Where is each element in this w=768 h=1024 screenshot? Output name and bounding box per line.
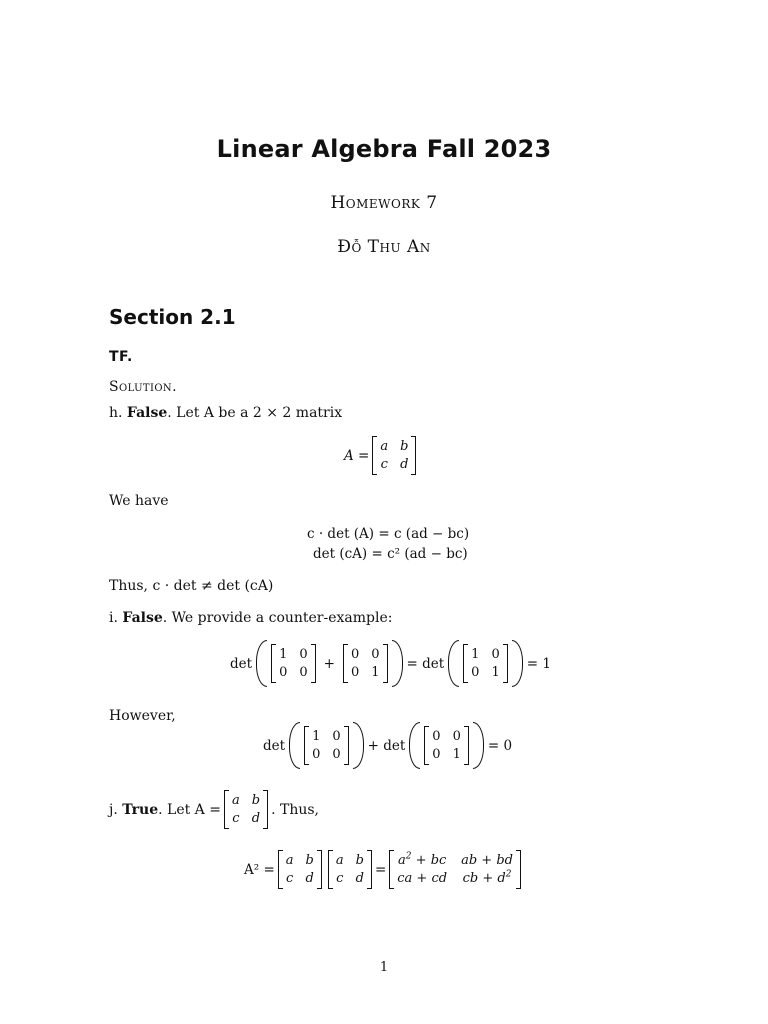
matrix-abcd: a b c d [328,850,372,889]
part-j-text-before: . Let A = [158,801,221,818]
part-h-verdict: False [126,405,168,421]
part-i-however: However, [109,708,176,724]
matrix: 1 0 0 0 [304,726,349,765]
part-h-conclusion: Thus, c · det ≠ det (cA) [109,578,274,594]
part-h-letter: h. [109,405,123,421]
part-h-equation-2: det (cA) = c² (ad − bc) [313,546,468,562]
page-number: 1 [379,960,389,975]
part-i-text: . We provide a counter-example: [162,610,393,626]
matrix-abcd: a b c d [224,790,268,829]
a-squared-label: A² = [244,861,275,878]
homework-subtitle: Homework 7 [330,193,438,213]
matrix: 0 0 0 1 [343,644,388,683]
result-zero: = 0 [487,737,513,754]
matrix-a-definition: A = a b c d [344,436,419,475]
result-one: = 1 [526,655,551,672]
section-heading: Section 2.1 [109,305,236,329]
solution-label: Solution. [109,379,177,395]
det-sum-equation: det 1 0 0 0 + det 0 0 0 1 = 0 [263,722,512,769]
matrix-abcd: a b c d [278,850,322,889]
matrix-a-squared: $a^2$ + bc ab + bd ca + cd cb + $d^2$ [389,850,521,889]
part-i-letter: i. [109,610,118,626]
part-h-equation-1: c · det (A) = c (ad − bc) [307,526,470,542]
matrix: 1 0 0 1 [463,644,508,683]
counter-example-equation: det 1 0 0 0 + 0 0 0 1 = det 1 0 0 1 = 1 [230,640,551,687]
matrix-abcd: a b c d [372,436,416,475]
document-title: Linear Algebra Fall 2023 [216,135,552,163]
part-h-intro [109,405,342,421]
part-h-we-have: We have [109,493,169,509]
a-squared-equation: A² = a b c d a b c d = $a^2$ + bc ab + bd ca + cd cb + $d^2$ [244,850,524,889]
part-j-intro [109,790,319,829]
part-i-intro [109,610,392,626]
paren-group: 1 0 0 0 + 0 0 0 1 [256,640,402,687]
matrix: 0 0 0 1 [424,726,469,765]
part-j-letter: j. [109,801,118,818]
matrix: 1 0 0 0 [271,644,316,683]
part-j-verdict: True [122,801,159,818]
part-h-text: . Let A be a 2 × 2 matrix [167,405,343,421]
paren-group [448,640,523,687]
part-i-verdict: False [122,610,163,626]
author-name: Đỗ Thu An [337,237,431,257]
subsection-heading: TF. [109,349,133,365]
paren-group [289,722,364,769]
part-j-text-after: . Thus, [271,801,319,818]
paren-group [409,722,484,769]
